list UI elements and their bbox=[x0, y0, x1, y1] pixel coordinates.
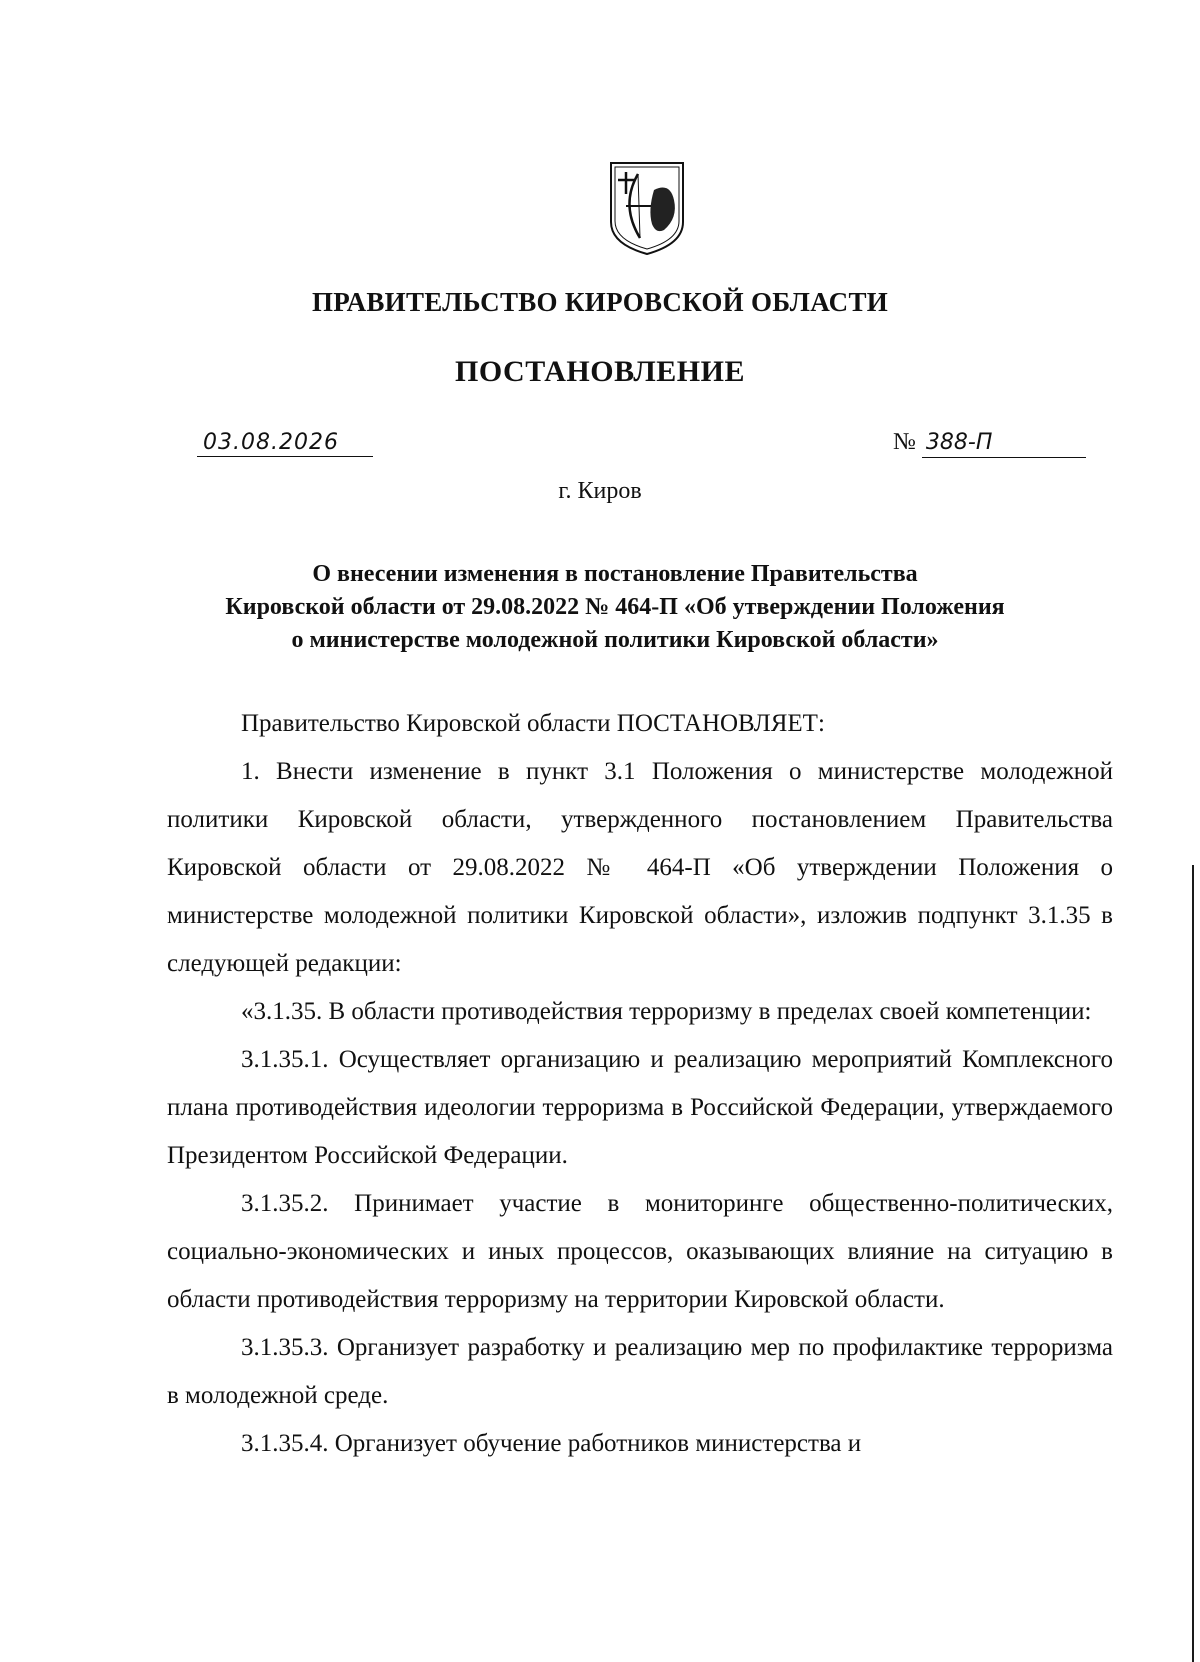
document-subject bbox=[150, 558, 1080, 657]
subject-line: Кировской области от 29.08.2022 № 464-П «Об утверждении Положения bbox=[225, 594, 1005, 620]
body-paragraph: 3.1.35.1. Осуществляет организацию и реализацию мероприятий Комплексного плана противодействия идеологии терроризма в Российской Федерации, утверждаемого Президентом Российской Федерации. bbox=[167, 1046, 1113, 1169]
government-title: ПРАВИТЕЛЬСТВО КИРОВСКОЙ ОБЛАСТИ bbox=[311, 287, 889, 317]
document-body bbox=[167, 700, 1113, 1468]
document-date: 03.08.2026 bbox=[197, 430, 373, 457]
document-type: ПОСТАНОВЛЕНИЕ bbox=[455, 355, 745, 388]
number-value: 388-П bbox=[922, 429, 1086, 458]
subject-line: о министерстве молодежной политики Кировской области» bbox=[291, 627, 939, 653]
document-number bbox=[893, 428, 1086, 458]
subject-line: О внесении изменения в постановление Правительства bbox=[312, 561, 918, 587]
body-paragraph: 3.1.35.3. Организует разработку и реализацию мер по профилактике терроризма в молодежной среде. bbox=[167, 1334, 1113, 1409]
body-paragraph: 1. Внести изменение в пункт 3.1 Положения о министерстве молодежной политики Кировской области, утвержденного постановлением Правительства Кировской области от 29.08.2022 № 464-П «Об утверждении Положения о министерстве молодежной политики Кировской области», изложив подпункт 3.1.35 в следующей редакции: bbox=[167, 758, 1113, 977]
kirov-region-coat-of-arms-icon bbox=[608, 160, 686, 256]
scan-edge-line bbox=[1192, 865, 1194, 1662]
number-sign: № bbox=[893, 429, 916, 455]
body-paragraph: Правительство Кировской области ПОСТАНОВЛЯЕТ: bbox=[241, 710, 825, 737]
body-paragraph: 3.1.35.2. Принимает участие в мониторинге общественно-политических, социально-экономических и иных процессов, оказывающих влияние на ситуацию в области противодействия терроризму на территории Кировской области. bbox=[167, 1190, 1113, 1313]
document-city: г. Киров bbox=[558, 478, 642, 504]
body-paragraph: «3.1.35. В области противодействия терроризму в пределах своей компетенции: bbox=[241, 998, 1092, 1025]
body-paragraph: 3.1.35.4. Организует обучение работников министерства и bbox=[241, 1430, 862, 1457]
